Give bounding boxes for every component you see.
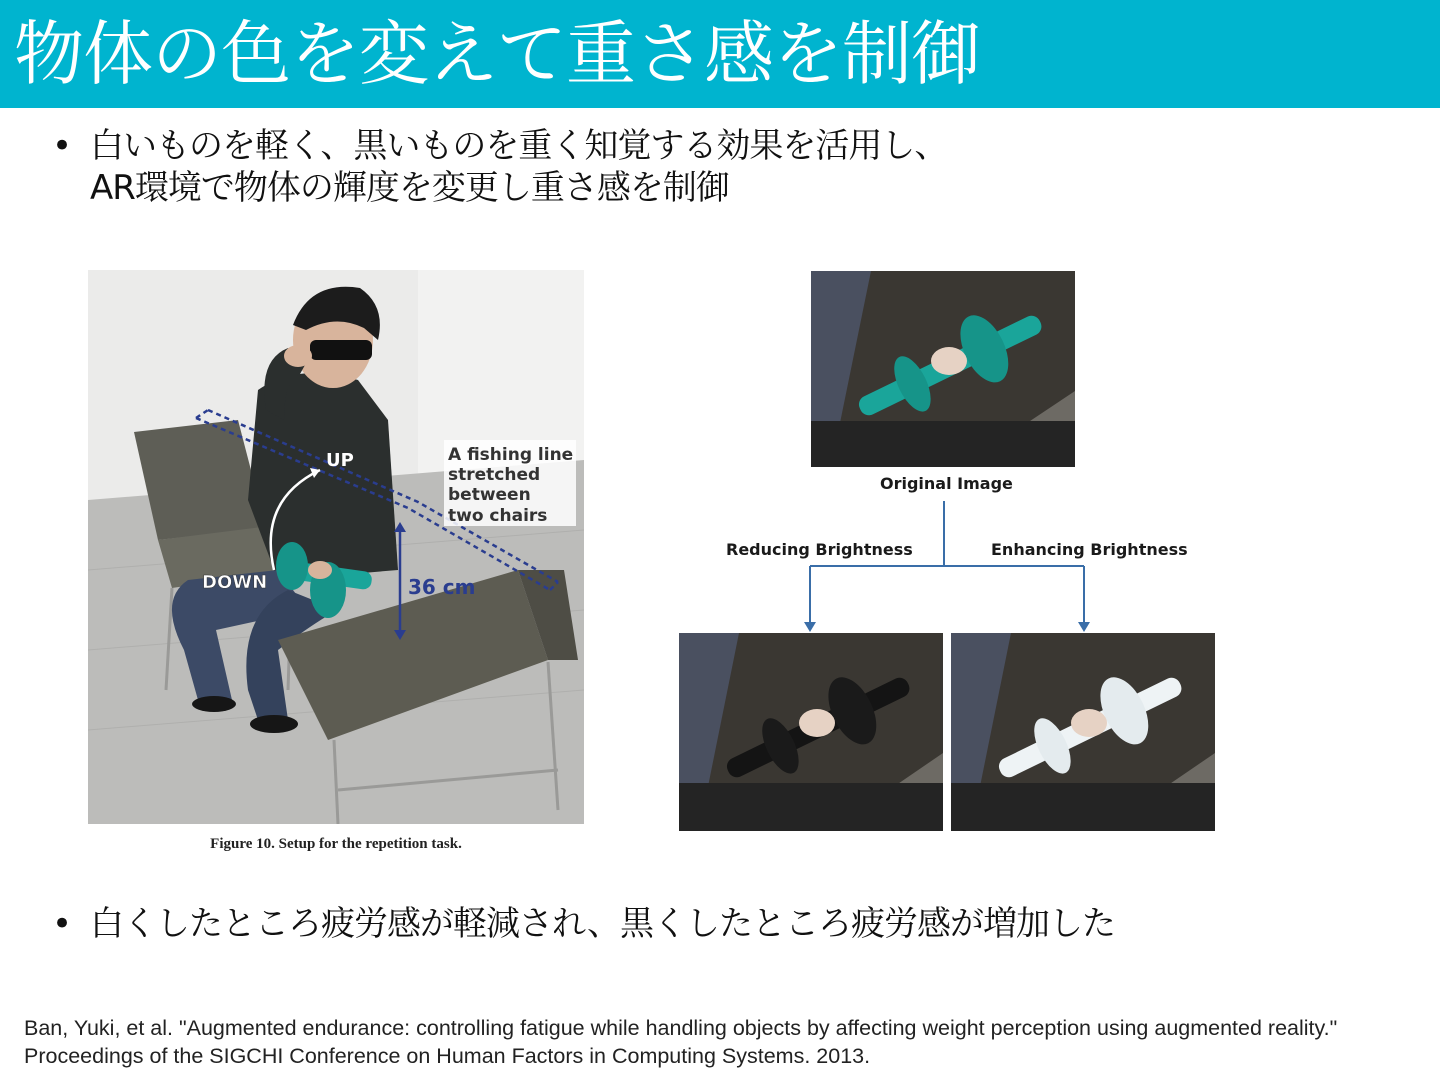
annotation-line-4: two chairs — [448, 506, 548, 526]
enhanced-brightness-photo — [951, 633, 1215, 831]
title-bar — [0, 0, 1440, 108]
height-label: 36 cm — [408, 575, 476, 599]
arrow-right-head — [1078, 622, 1090, 632]
setup-photo — [88, 270, 584, 824]
original-image-photo — [811, 271, 1075, 467]
down-label: DOWN — [202, 572, 268, 593]
reducing-brightness-label: Reducing Brightness — [726, 540, 913, 559]
enhancing-brightness-label: Enhancing Brightness — [991, 540, 1188, 559]
annotation-line-2: stretched — [448, 465, 541, 485]
reduced-brightness-photo — [679, 633, 943, 831]
bullet-1-line-1: 白いものを軽く、黒いものを重く知覚する効果を活用し、 — [90, 126, 948, 166]
arrow-left-head — [804, 622, 816, 632]
original-image-label: Original Image — [880, 474, 1013, 493]
slide-title: 物体の色を変えて重さ感を制御 — [14, 13, 980, 95]
annotation-line-3: between — [448, 485, 531, 505]
annotation-line-1: A fishing line — [448, 445, 574, 465]
bullet-1-line-2: AR環境で物体の輝度を変更し重さ感を制御 — [90, 168, 729, 208]
citation: Ban, Yuki, et al. "Augmented endurance: controlling fatigue while handling objects by affecting weight perception using augmented reality." Proceedings of the SIGCHI Conference on Human Factors in Computing Systems. 2013. — [24, 1016, 1338, 1068]
up-label: UP — [326, 450, 354, 471]
bullet-marker: • — [52, 126, 73, 166]
figure-caption: Figure 10. Setup for the repetition task. — [210, 836, 462, 852]
bullet-marker: • — [52, 904, 73, 944]
bullet-2-line-1: 白くしたところ疲労感が軽減され、黒くしたところ疲労感が増加した — [90, 904, 1116, 944]
